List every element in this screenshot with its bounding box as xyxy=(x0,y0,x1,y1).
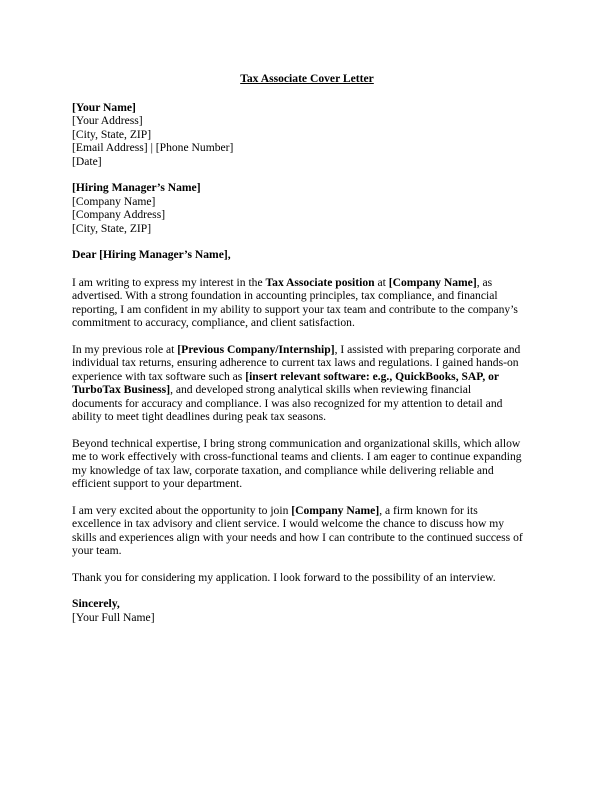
greeting: Dear [Hiring Manager’s Name], xyxy=(72,248,231,261)
p2-line-6: ability to meet tight deadlines during peak tax seasons. xyxy=(72,410,327,423)
p2-software-a: [insert relevant software: e.g., QuickBooks, SAP, or xyxy=(245,369,500,383)
p4-text-a: I am very excited about the opportunity to join xyxy=(72,503,292,517)
sender-city-state-zip: [City, State, ZIP] xyxy=(72,127,152,141)
paragraph-excitement xyxy=(72,504,542,558)
paragraph-thanks xyxy=(72,571,542,585)
paragraph-intro xyxy=(72,276,542,330)
p4-line-4: your team. xyxy=(72,544,122,557)
document-title: Tax Associate Cover Letter xyxy=(240,72,374,85)
p4-line-3: skills and experiences align with your needs and how I can contribute to the continued success of xyxy=(72,530,523,544)
p1-position: Tax Associate position xyxy=(265,275,375,289)
p2-text-3a: experience with tax software such as xyxy=(72,369,246,383)
p2-line-2: individual tax returns, ensuring adherence to current tax laws and regulations. I gained hands-on xyxy=(72,356,519,369)
letter-body xyxy=(72,72,542,624)
paragraph-skills xyxy=(72,437,542,491)
p3-line-3: my knowledge of tax law, corporate taxation, and compliance while delivering reliable and xyxy=(72,463,494,477)
sender-name: [Your Name] xyxy=(72,100,136,114)
sender-contact: [Email Address] | [Phone Number] xyxy=(72,141,234,154)
p4-company: [Company Name] xyxy=(291,503,380,517)
p5-line-1: Thank you for considering my application. I look forward to the possibility of an interview. xyxy=(72,570,496,584)
p3-line-4: efficient support to your department. xyxy=(72,477,243,490)
p4-text-c: , a firm known for its xyxy=(379,503,478,517)
p2-text-4b: , and developed strong analytical skills when reviewing financial xyxy=(170,383,472,396)
recipient-city-state-zip: [City, State, ZIP] xyxy=(72,221,152,235)
p2-line-5: documents for accuracy and compliance. I was also recognized for my attention to detail and xyxy=(72,396,503,410)
recipient-block xyxy=(72,181,542,235)
p1-text-e: , as xyxy=(476,275,493,289)
p2-previous-company: [Previous Company/Internship] xyxy=(177,342,335,356)
p1-text-a: I am writing to express my interest in the xyxy=(72,275,266,289)
closing-block xyxy=(72,597,542,624)
recipient-company-address: [Company Address] xyxy=(72,208,166,221)
signature-name: [Your Full Name] xyxy=(72,610,155,624)
p1-line-3: reporting, I am confident in my ability to support your tax team and contribute to the company’s xyxy=(72,302,518,316)
p1-line-4: commitment to accuracy, compliance, and client satisfaction. xyxy=(72,316,355,329)
p1-text-c: at xyxy=(374,275,389,289)
p2-text-a: In my previous role at xyxy=(72,342,178,356)
recipient-company: [Company Name] xyxy=(72,194,156,208)
p1-company: [Company Name] xyxy=(388,275,477,289)
p2-software-b: TurboTax Business] xyxy=(72,383,171,396)
sender-address: [Your Address] xyxy=(72,114,143,127)
letter-date: [Date] xyxy=(72,154,102,168)
p3-line-1: Beyond technical expertise, I bring strong communication and organizational skills, which allow xyxy=(72,436,521,450)
p1-line-2: advertised. With a strong foundation in accounting principles, tax compliance, and financial xyxy=(72,289,498,302)
p2-text-c: , I assisted with preparing corporate and xyxy=(334,342,521,356)
signoff: Sincerely, xyxy=(72,597,120,610)
paragraph-experience xyxy=(72,343,542,424)
sender-block xyxy=(72,101,542,169)
recipient-manager: [Hiring Manager’s Name] xyxy=(72,181,201,194)
p3-line-2: me to work effectively with cross-functional teams and clients. I am eager to continue expanding xyxy=(72,450,522,463)
p4-line-2: excellence in tax advisory and client service. I would welcome the chance to discuss how my xyxy=(72,517,505,530)
